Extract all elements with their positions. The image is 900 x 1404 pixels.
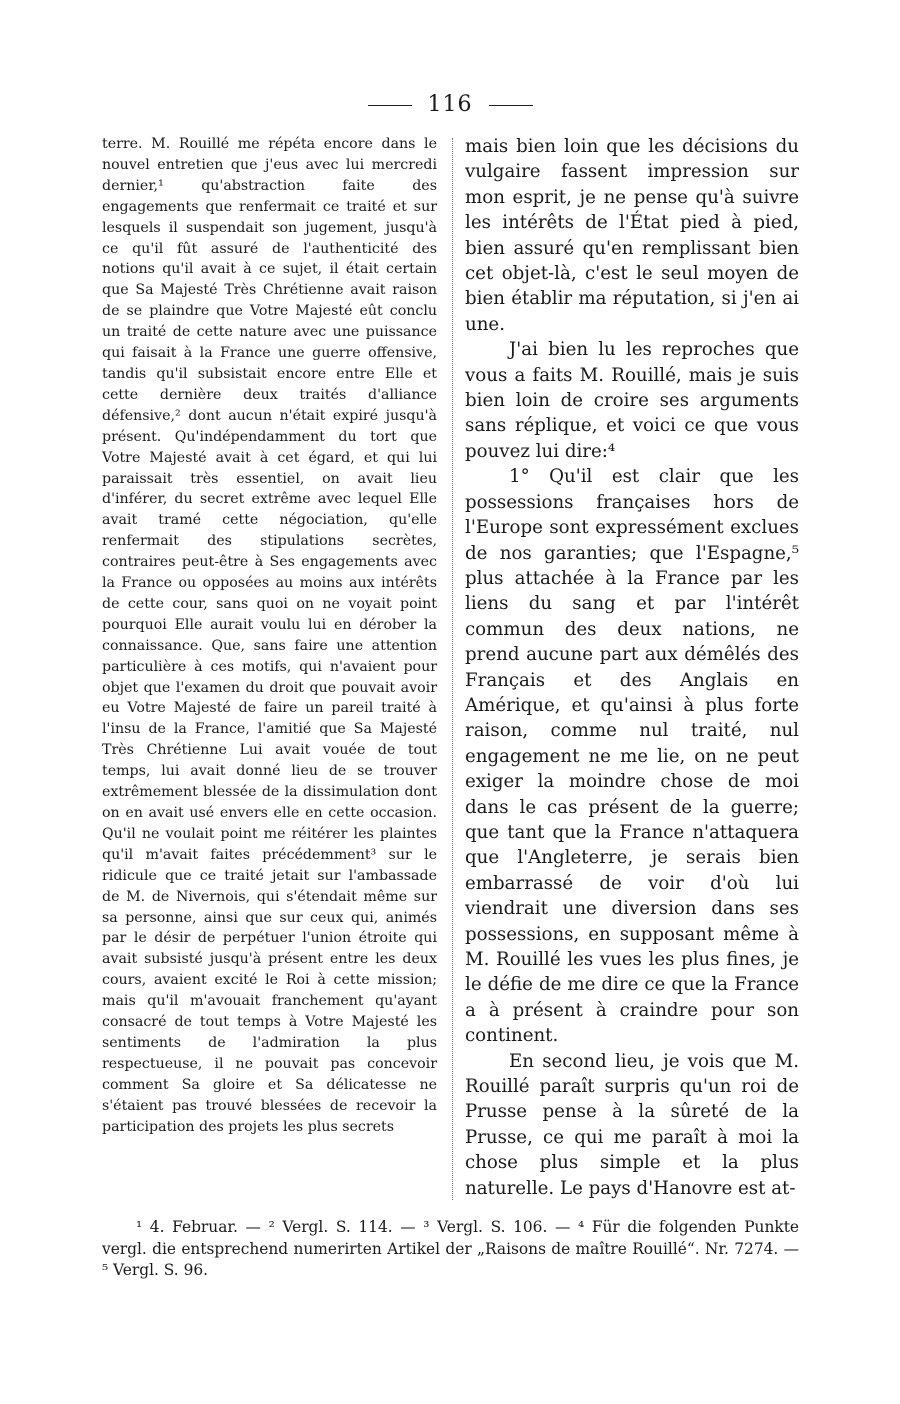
column-divider	[452, 138, 453, 1200]
right-paragraph-2: J'ai bien lu les reproches que vous a faits M. Rouillé, mais je suis bien loin de croire ses arguments sans réplique, et voici ce que vous pouvez lui dire:⁴	[465, 339, 799, 462]
page-number-dash-left	[368, 105, 412, 106]
right-paragraph-4: En second lieu, je vois que M. Rouillé paraît surpris qu'un roi de Prusse pense à la sûreté de la Prusse, ce qui me paraît à moi la chose plus simple et la plus naturelle. Le pays d'Hanovre est at-	[465, 1050, 799, 1199]
right-paragraph-1: mais bien loin que les décisions du vulgaire fassent impression sur mon esprit, je ne pense qu'à suivre les intérêts de l'État pied à pied, bien assuré qu'en remplissant bien cet objet-là, c'est le seul moyen de bien établir ma réputation, si j'en ai une.	[465, 136, 799, 335]
footnotes	[102, 1217, 799, 1282]
page-number-text: 116	[427, 92, 473, 117]
left-column-text: terre. M. Rouillé me répéta encore dans le nouvel entretien que j'eus avec lui mercredi dernier,¹ qu'abstraction faite des engagements que renfermait ce traité et sur lesquels il suspendait son jugement, jusqu'à ce qu'il fût assuré de l'authenticité des notions qu'il avait à ce sujet, il était certain que Sa Majesté Très Chrétienne avait raison de se plaindre que Votre Majesté eût conclu un traité de cette nature avec une puissance qui faisait à la France une guerre offensive, tandis qu'il subsistait encore entre Elle et cette dernière deux traités d'alliance défensive,² dont aucun n'était expiré jusqu'à présent. Qu'indépendamment du tort que Votre Majesté avait à cet égard, et qui lui paraissait très essentiel, on avait lieu d'inférer, du secret extrême avec lequel Elle avait tramé cette négociation, qu'elle renfermait des stipulations secrètes, contraires peut-être à Ses engagements avec la France ou opposées au moins aux intérêts de cette cour, sans quoi on ne voyait point pourquoi Elle aurait voulu lui en dérober la connaissance. Que, sans faire une attention particulière à ces motifs, qui n'avaient pour objet que l'examen du droit que pouvait avoir eu Votre Majesté de faire un pareil traité à l'insu de la France, l'amitié que Sa Majesté Très Chrétienne Lui avait vouée de tout temps, lui avait donné lieu de se trouver extrêmement blessée de la dissimulation dont on en avait usé envers elle en cette occasion. Qu'il ne voulait point me réitérer les plaintes qu'il m'avait faites précédemment³ sur le ridicule que ce traité jetait sur l'ambassade de M. de Nivernois, qui s'étendait même sur sa personne, ainsi que sur ceux qui, animés par le désir de perpétuer l'union étroite qui avait subsisté jusqu'à présent entre les deux cours, avaient excité le Roi à cette mission; mais qu'il m'avouait franchement qu'ayant consacré de tout temps à Votre Majesté les sentiments de l'admiration la plus respectueuse, il ne pouvait pas concevoir comment Sa gloire et Sa délicatesse ne s'étaient pas trouvé blessées de recevoir la participation des projets les plus secrets	[102, 136, 437, 1135]
page-number	[0, 92, 900, 117]
footnotes-text: ¹ 4. Februar. — ² Vergl. S. 114. — ³ Vergl. S. 106. — ⁴ Für die folgenden Punkte vergl. die entsprechend numerirten Artikel der „Raisons de maître Rouillé“. Nr. 7274. — ⁵ Vergl. S. 96.	[102, 1218, 799, 1279]
page-number-dash-right	[489, 105, 533, 106]
right-paragraph-3: 1° Qu'il est clair que les possessions françaises hors de l'Europe sont expressément exclues de nos garanties; que l'Espagne,⁵ plus attachée à la France par les liens du sang et par l'intérêt commun des deux nations, ne prend aucune part aux démêlés des Français et des Anglais en Amérique, et qu'ainsi à plus forte raison, comme nul traité, nul engagement ne me lie, on ne peut exiger la moindre chose de moi dans le cas présent de la guerre; que tant que la France n'attaquera que l'Angleterre, je serais bien embarrassé de voir d'où lui viendrait une diversion dans ses possessions, en supposant même à M. Rouillé les vues les plus fines, je le défie de me dire ce que la France a à présent à craindre pour son continent.	[465, 466, 799, 1047]
right-column	[465, 134, 799, 1201]
left-column	[102, 134, 437, 1138]
